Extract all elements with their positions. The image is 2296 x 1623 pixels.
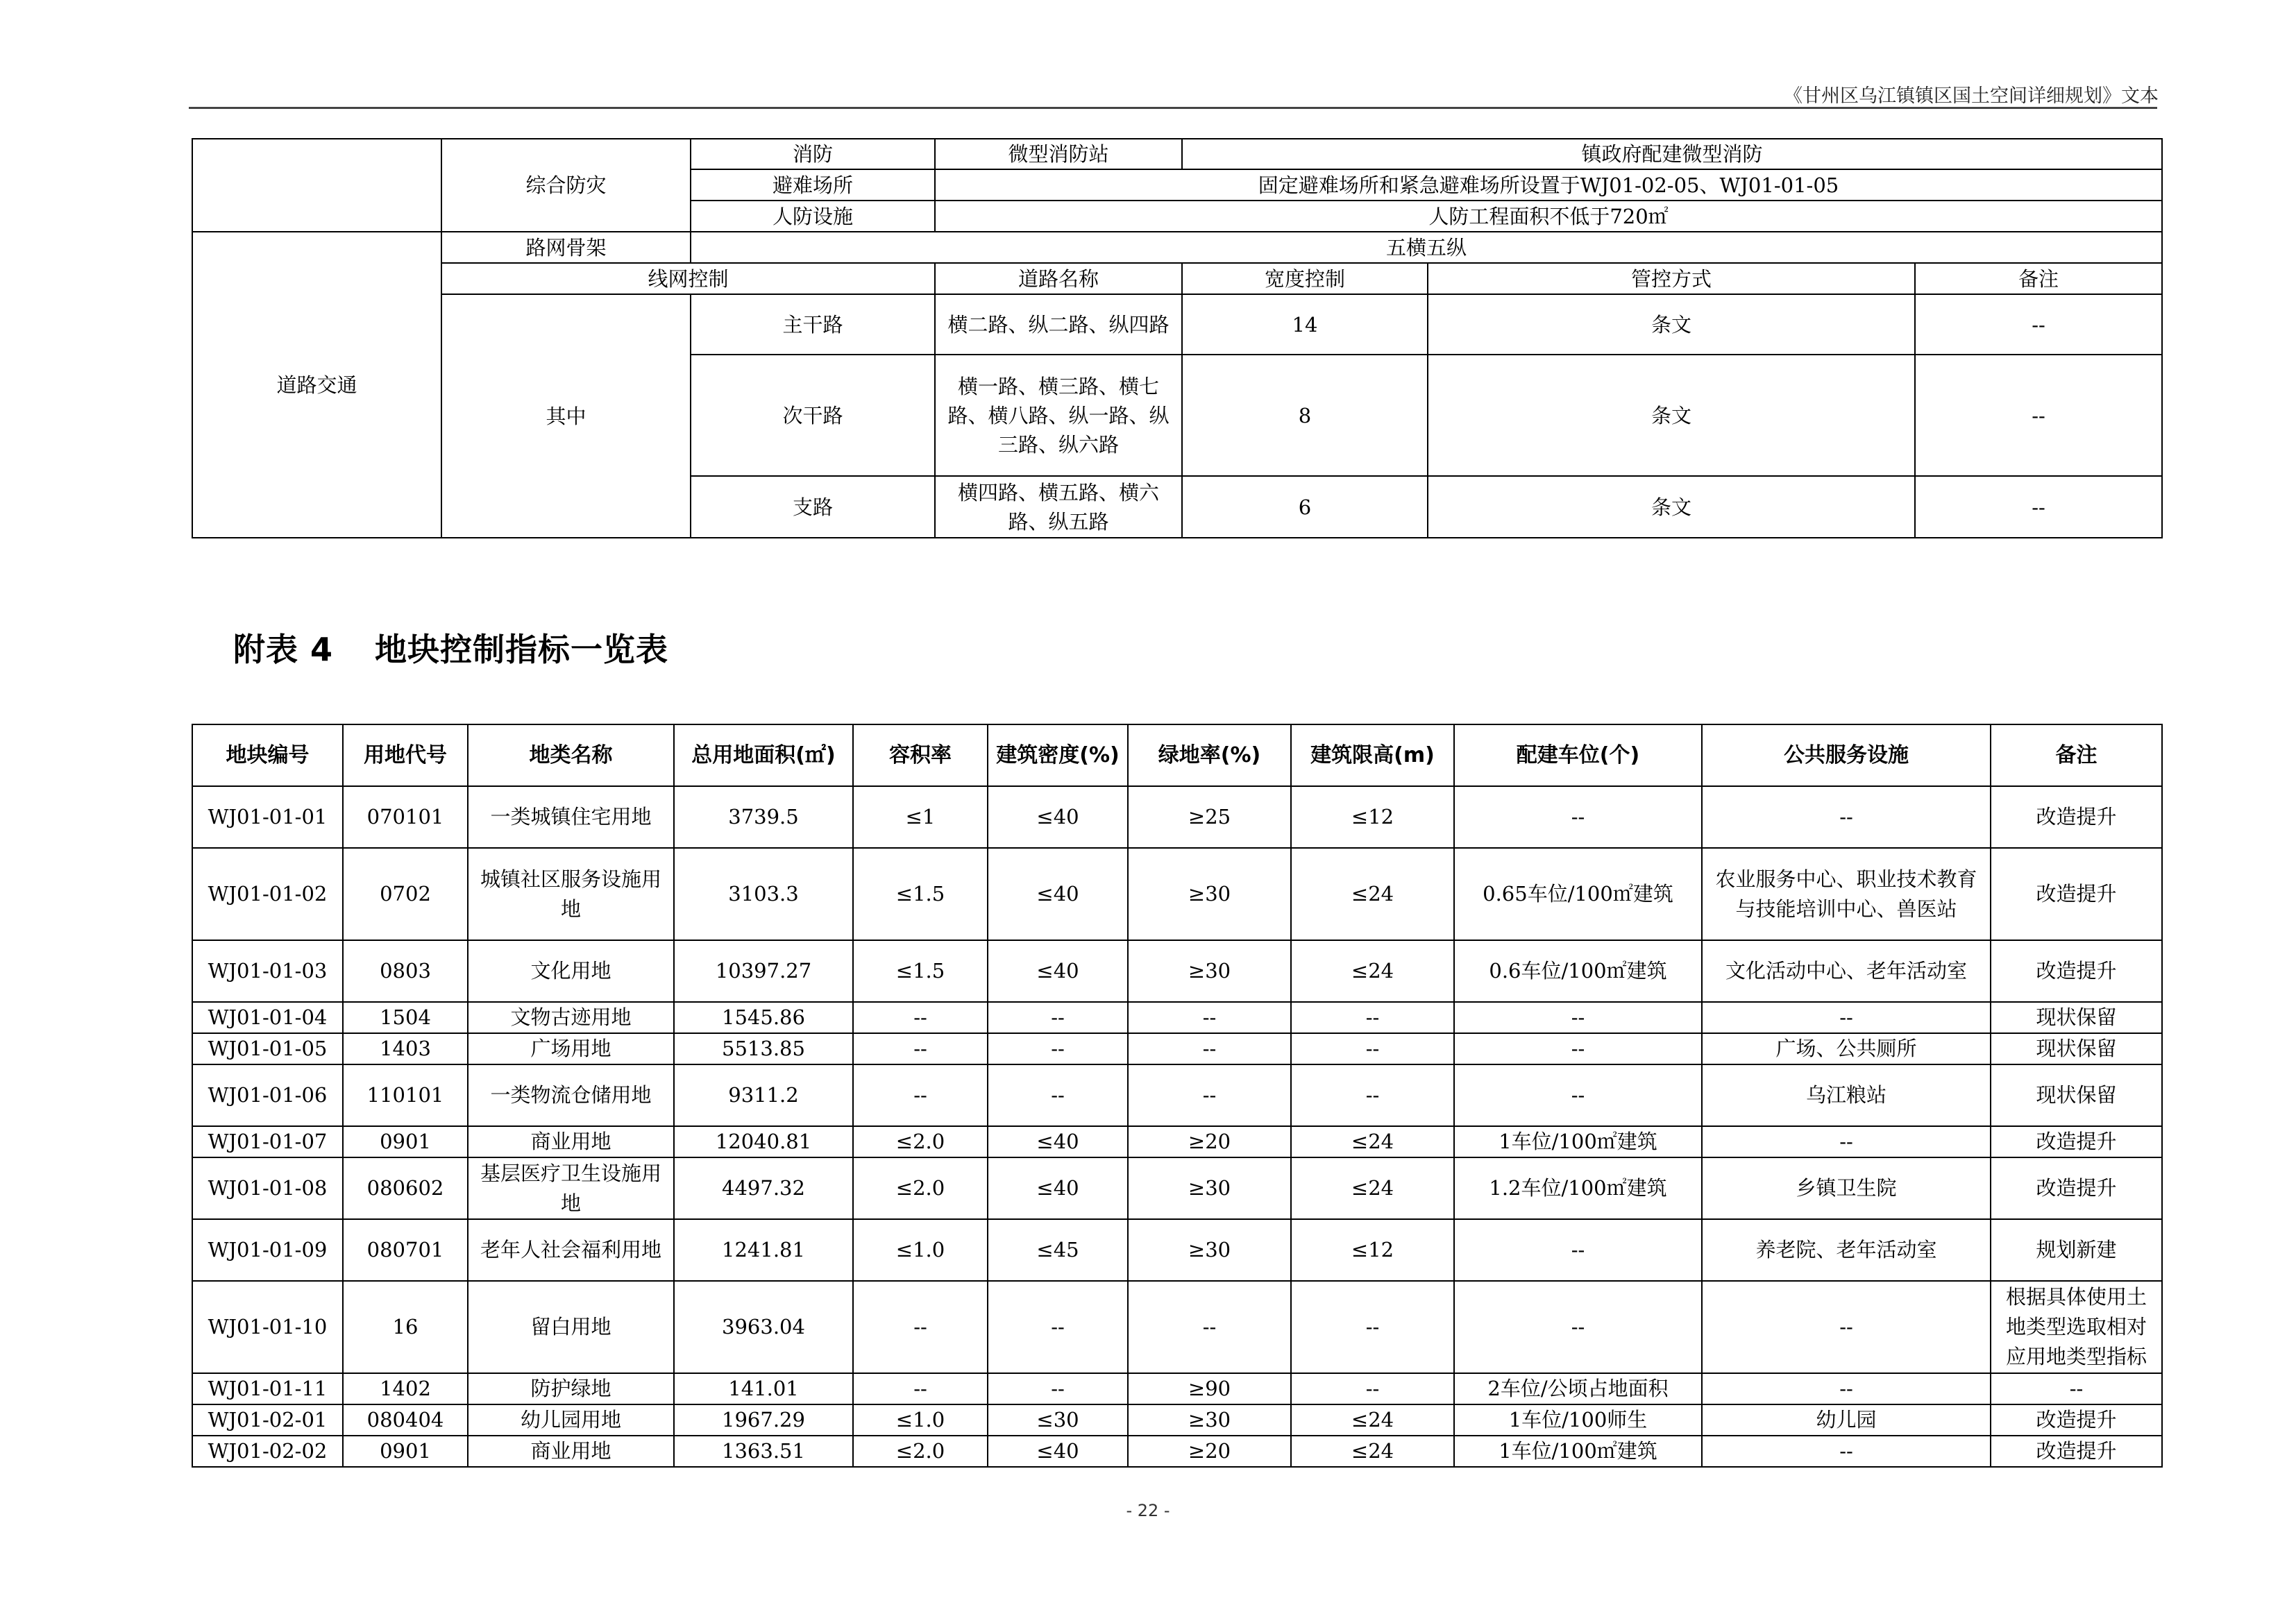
- plot-id-cell: WJ01-01-07: [192, 1126, 343, 1157]
- col-plot-id: 地块编号: [192, 724, 343, 786]
- density-cell: ≤40: [988, 848, 1128, 940]
- density-cell: ≤40: [988, 1157, 1128, 1219]
- col-parking: 配建车位(个): [1454, 724, 1702, 786]
- col-remark: 备注: [1991, 724, 2162, 786]
- header-width-control: 宽度控制: [1182, 263, 1428, 294]
- skeleton-value: 五横五纵: [691, 232, 2162, 263]
- road-control-mode: 条文: [1428, 294, 1915, 355]
- remark-cell: 改造提升: [1991, 1157, 2162, 1219]
- height-limit-cell: ≤24: [1291, 940, 1454, 1002]
- green-rate-cell: ≥90: [1128, 1373, 1291, 1404]
- area-cell: 12040.81: [674, 1126, 853, 1157]
- plot-id-cell: WJ01-01-02: [192, 848, 343, 940]
- col-land-code: 用地代号: [343, 724, 468, 786]
- land-name-cell: 留白用地: [468, 1281, 674, 1373]
- header-road-name: 道路名称: [935, 263, 1182, 294]
- col-green: 绿地率(%): [1128, 724, 1291, 786]
- table-header-row: [192, 724, 2162, 786]
- plot-id-cell: WJ01-01-04: [192, 1002, 343, 1033]
- refuge-label: 避难场所: [691, 169, 935, 201]
- parking-cell: 1车位/100㎡建筑: [1454, 1126, 1702, 1157]
- far-cell: ≤2.0: [853, 1436, 988, 1467]
- table-row: [192, 1219, 2162, 1281]
- density-cell: --: [988, 1064, 1128, 1126]
- road-type: 主干路: [691, 294, 935, 355]
- remark-cell: 根据具体使用土地类型选取相对应用地类型指标: [1991, 1281, 2162, 1373]
- far-cell: --: [853, 1373, 988, 1404]
- green-rate-cell: --: [1128, 1033, 1291, 1064]
- road-names: 横一路、横三路、横七路、横八路、纵一路、纵三路、纵六路: [935, 355, 1182, 476]
- among-label: 其中: [441, 294, 691, 538]
- far-cell: ≤1.0: [853, 1404, 988, 1436]
- remark-cell: 改造提升: [1991, 848, 2162, 940]
- parking-cell: --: [1454, 1219, 1702, 1281]
- facilities-cell: 幼儿园: [1702, 1404, 1991, 1436]
- parking-cell: 1车位/100师生: [1454, 1404, 1702, 1436]
- road-width: 6: [1182, 476, 1428, 538]
- land-name-cell: 城镇社区服务设施用地: [468, 848, 674, 940]
- facilities-cell: --: [1702, 1002, 1991, 1033]
- plot-id-cell: WJ01-01-10: [192, 1281, 343, 1373]
- remark-cell: 现状保留: [1991, 1002, 2162, 1033]
- road-type: 支路: [691, 476, 935, 538]
- plot-id-cell: WJ01-01-06: [192, 1064, 343, 1126]
- fire-label: 消防: [691, 139, 935, 169]
- table-row: [192, 1033, 2162, 1064]
- area-cell: 1545.86: [674, 1002, 853, 1033]
- far-cell: --: [853, 1281, 988, 1373]
- land-name-cell: 一类物流仓储用地: [468, 1064, 674, 1126]
- green-rate-cell: ≥30: [1128, 940, 1291, 1002]
- far-cell: ≤1: [853, 786, 988, 848]
- land-code-cell: 1403: [343, 1033, 468, 1064]
- land-code-cell: 0901: [343, 1436, 468, 1467]
- plot-id-cell: WJ01-02-01: [192, 1404, 343, 1436]
- remark-cell: 规划新建: [1991, 1219, 2162, 1281]
- plot-id-cell: WJ01-01-03: [192, 940, 343, 1002]
- road-names: 横四路、横五路、横六路、纵五路: [935, 476, 1182, 538]
- land-code-cell: 080404: [343, 1404, 468, 1436]
- table-row: [192, 1281, 2162, 1373]
- land-name-cell: 商业用地: [468, 1436, 674, 1467]
- parking-cell: --: [1454, 1002, 1702, 1033]
- land-code-cell: 0901: [343, 1126, 468, 1157]
- height-limit-cell: ≤24: [1291, 848, 1454, 940]
- area-cell: 5513.85: [674, 1033, 853, 1064]
- plot-id-cell: WJ01-01-09: [192, 1219, 343, 1281]
- far-cell: ≤2.0: [853, 1157, 988, 1219]
- plot-id-cell: WJ01-01-01: [192, 786, 343, 848]
- facilities-cell: --: [1702, 1436, 1991, 1467]
- col-density: 建筑密度(%): [988, 724, 1128, 786]
- road-control-mode: 条文: [1428, 476, 1915, 538]
- table-row: [192, 1404, 2162, 1436]
- road-width: 14: [1182, 294, 1428, 355]
- land-name-cell: 一类城镇住宅用地: [468, 786, 674, 848]
- land-name-cell: 商业用地: [468, 1126, 674, 1157]
- header-remark: 备注: [1915, 263, 2162, 294]
- road-type: 次干路: [691, 355, 935, 476]
- remark-cell: 改造提升: [1991, 1126, 2162, 1157]
- appendix-title: 地块控制指标一览表: [375, 631, 669, 668]
- road-remark: --: [1915, 476, 2162, 538]
- density-cell: ≤45: [988, 1219, 1128, 1281]
- road-control-mode: 条文: [1428, 355, 1915, 476]
- far-cell: --: [853, 1064, 988, 1126]
- land-code-cell: 0803: [343, 940, 468, 1002]
- fire-desc: 镇政府配建微型消防: [1182, 139, 2162, 169]
- plot-id-cell: WJ01-02-02: [192, 1436, 343, 1467]
- height-limit-cell: --: [1291, 1064, 1454, 1126]
- facilities-cell: --: [1702, 1126, 1991, 1157]
- land-name-cell: 广场用地: [468, 1033, 674, 1064]
- table-row: [192, 786, 2162, 848]
- header-rule: [189, 107, 2157, 109]
- density-cell: ≤30: [988, 1404, 1128, 1436]
- table-row: [192, 1373, 2162, 1404]
- area-cell: 1967.29: [674, 1404, 853, 1436]
- far-cell: ≤2.0: [853, 1126, 988, 1157]
- facilities-cell: 农业服务中心、职业技术教育与技能培训中心、兽医站: [1702, 848, 1991, 940]
- height-limit-cell: ≤24: [1291, 1157, 1454, 1219]
- land-code-cell: 070101: [343, 786, 468, 848]
- refuge-desc: 固定避难场所和紧急避难场所设置于WJ01-02-05、WJ01-01-05: [935, 169, 2162, 201]
- parking-cell: 0.65车位/100㎡建筑: [1454, 848, 1702, 940]
- density-cell: ≤40: [988, 1436, 1128, 1467]
- appendix-number: 附表 4: [233, 631, 334, 668]
- col-area: 总用地面积(㎡): [674, 724, 853, 786]
- area-cell: 1363.51: [674, 1436, 853, 1467]
- green-rate-cell: ≥30: [1128, 1219, 1291, 1281]
- table-row: [192, 1436, 2162, 1467]
- table-row: [192, 1064, 2162, 1126]
- plot-id-cell: WJ01-01-11: [192, 1373, 343, 1404]
- col-far: 容积率: [853, 724, 988, 786]
- skeleton-label: 路网骨架: [441, 232, 691, 263]
- remark-cell: 改造提升: [1991, 786, 2162, 848]
- land-code-cell: 1504: [343, 1002, 468, 1033]
- area-cell: 141.01: [674, 1373, 853, 1404]
- road-remark: --: [1915, 294, 2162, 355]
- road-remark: --: [1915, 355, 2162, 476]
- height-limit-cell: --: [1291, 1002, 1454, 1033]
- land-code-cell: 080701: [343, 1219, 468, 1281]
- far-cell: --: [853, 1033, 988, 1064]
- facilities-cell: --: [1702, 786, 1991, 848]
- density-cell: --: [988, 1033, 1128, 1064]
- header-control-mode: 管控方式: [1428, 263, 1915, 294]
- facilities-cell: --: [1702, 1373, 1991, 1404]
- area-cell: 3103.3: [674, 848, 853, 940]
- density-cell: ≤40: [988, 1126, 1128, 1157]
- civil-defense-label: 人防设施: [691, 201, 935, 232]
- document-title: 《甘州区乌江镇镇区国土空间详细规划》文本: [1784, 85, 2159, 107]
- parking-cell: --: [1454, 786, 1702, 848]
- plot-id-cell: WJ01-01-05: [192, 1033, 343, 1064]
- density-cell: --: [988, 1281, 1128, 1373]
- parking-cell: 2车位/公顷占地面积: [1454, 1373, 1702, 1404]
- plot-control-table: [192, 724, 2163, 1468]
- green-rate-cell: ≥30: [1128, 848, 1291, 940]
- planning-table-continued: [192, 138, 2163, 538]
- land-code-cell: 110101: [343, 1064, 468, 1126]
- facilities-cell: 养老院、老年活动室: [1702, 1219, 1991, 1281]
- density-cell: ≤40: [988, 940, 1128, 1002]
- road-names: 横二路、纵二路、纵四路: [935, 294, 1182, 355]
- green-rate-cell: --: [1128, 1281, 1291, 1373]
- remark-cell: --: [1991, 1373, 2162, 1404]
- table-row: [192, 940, 2162, 1002]
- far-cell: ≤1.5: [853, 940, 988, 1002]
- far-cell: --: [853, 1002, 988, 1033]
- remark-cell: 现状保留: [1991, 1064, 2162, 1126]
- plot-id-cell: WJ01-01-08: [192, 1157, 343, 1219]
- fire-facility: 微型消防站: [935, 139, 1182, 169]
- parking-cell: 1.2车位/100㎡建筑: [1454, 1157, 1702, 1219]
- land-name-cell: 基层医疗卫生设施用地: [468, 1157, 674, 1219]
- parking-cell: 1车位/100㎡建筑: [1454, 1436, 1702, 1467]
- area-cell: 4497.32: [674, 1157, 853, 1219]
- green-rate-cell: ≥25: [1128, 786, 1291, 848]
- land-code-cell: 080602: [343, 1157, 468, 1219]
- green-rate-cell: ≥20: [1128, 1126, 1291, 1157]
- far-cell: ≤1.0: [853, 1219, 988, 1281]
- table-row: [192, 1002, 2162, 1033]
- col-height: 建筑限高(m): [1291, 724, 1454, 786]
- civil-defense-desc: 人防工程面积不低于720㎡: [935, 201, 2162, 232]
- far-cell: ≤1.5: [853, 848, 988, 940]
- page-number: - 22 -: [1126, 1501, 1170, 1520]
- remark-cell: 改造提升: [1991, 1404, 2162, 1436]
- table-row: [192, 1157, 2162, 1219]
- remark-cell: 现状保留: [1991, 1033, 2162, 1064]
- density-cell: ≤40: [988, 786, 1128, 848]
- facilities-cell: 乡镇卫生院: [1702, 1157, 1991, 1219]
- height-limit-cell: ≤12: [1291, 1219, 1454, 1281]
- disaster-category: 综合防灾: [441, 139, 691, 232]
- height-limit-cell: --: [1291, 1373, 1454, 1404]
- height-limit-cell: --: [1291, 1033, 1454, 1064]
- facilities-cell: 文化活动中心、老年活动室: [1702, 940, 1991, 1002]
- table-row: [192, 848, 2162, 940]
- land-name-cell: 文物古迹用地: [468, 1002, 674, 1033]
- road-width: 8: [1182, 355, 1428, 476]
- land-name-cell: 防护绿地: [468, 1373, 674, 1404]
- appendix-heading: [233, 624, 668, 670]
- facilities-cell: --: [1702, 1281, 1991, 1373]
- height-limit-cell: ≤24: [1291, 1126, 1454, 1157]
- density-cell: --: [988, 1373, 1128, 1404]
- parking-cell: --: [1454, 1064, 1702, 1126]
- area-cell: 10397.27: [674, 940, 853, 1002]
- green-rate-cell: --: [1128, 1002, 1291, 1033]
- land-code-cell: 16: [343, 1281, 468, 1373]
- parking-cell: 0.6车位/100㎡建筑: [1454, 940, 1702, 1002]
- green-rate-cell: ≥20: [1128, 1436, 1291, 1467]
- area-cell: 1241.81: [674, 1219, 853, 1281]
- land-name-cell: 文化用地: [468, 940, 674, 1002]
- height-limit-cell: --: [1291, 1281, 1454, 1373]
- col-facilities: 公共服务设施: [1702, 724, 1991, 786]
- col-land-name: 地类名称: [468, 724, 674, 786]
- height-limit-cell: ≤24: [1291, 1436, 1454, 1467]
- height-limit-cell: ≤24: [1291, 1404, 1454, 1436]
- facilities-cell: 广场、公共厕所: [1702, 1033, 1991, 1064]
- green-rate-cell: ≥30: [1128, 1404, 1291, 1436]
- area-cell: 3963.04: [674, 1281, 853, 1373]
- land-name-cell: 幼儿园用地: [468, 1404, 674, 1436]
- land-code-cell: 0702: [343, 848, 468, 940]
- remark-cell: 改造提升: [1991, 940, 2162, 1002]
- table-row: [192, 1126, 2162, 1157]
- parking-cell: --: [1454, 1281, 1702, 1373]
- parking-cell: --: [1454, 1033, 1702, 1064]
- remark-cell: 改造提升: [1991, 1436, 2162, 1467]
- road-category: 道路交通: [192, 232, 441, 538]
- area-cell: 3739.5: [674, 786, 853, 848]
- green-rate-cell: ≥30: [1128, 1157, 1291, 1219]
- facilities-cell: 乌江粮站: [1702, 1064, 1991, 1126]
- height-limit-cell: ≤12: [1291, 786, 1454, 848]
- header-line-control: 线网控制: [441, 263, 935, 294]
- green-rate-cell: --: [1128, 1064, 1291, 1126]
- land-name-cell: 老年人社会福利用地: [468, 1219, 674, 1281]
- land-code-cell: 1402: [343, 1373, 468, 1404]
- area-cell: 9311.2: [674, 1064, 853, 1126]
- density-cell: --: [988, 1002, 1128, 1033]
- empty-category-cell: [192, 139, 441, 232]
